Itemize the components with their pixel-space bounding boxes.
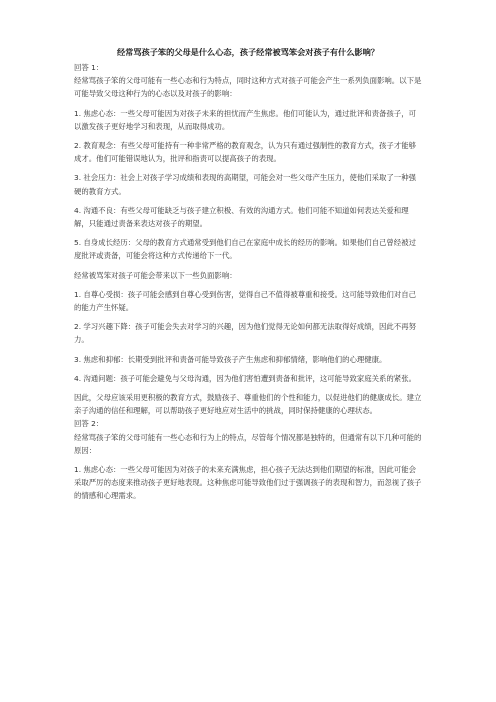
mindset-item-5: 5. 自身成长经历：父母的教育方式通常受到他们自己在家庭中成长的经历的影响。如果他们自己曾经被过度批评或责备，可能会将这种方式传递给下一代。 xyxy=(74,238,416,261)
answer-1-conclusion: 因此，父母应该采用更积极的教育方式，鼓励孩子、尊重他们的个性和能力，以促进他们的健康成长。建立亲子沟通的信任和理解，可以帮助孩子更好地应对生活中的挑战，同时保持健康的心理状态。 xyxy=(74,393,422,416)
mindset-item-4: 4. 沟通不良：有些父母可能缺乏与孩子建立积极、有效的沟通方式。他们可能不知道如何表达关爱和理解，只能通过责备来表达对孩子的期望。 xyxy=(74,205,409,229)
mindset-item-1: 1. 焦虑心态：一些父母可能因为对孩子未来的担忧而产生焦虑。他们可能认为，通过批评和责备孩子，可以激发孩子更好地学习和表现，从而取得成功。 xyxy=(74,108,416,131)
document-title: 经常骂孩子笨的父母是什么心态，孩子经常被骂笨会对孩子有什么影响？ xyxy=(116,47,379,57)
effect-item-3: 3. 焦虑和抑郁：长期受到批评和责备可能导致孩子产生焦虑和抑郁情绪，影响他们的心理健康。 xyxy=(74,354,387,364)
effect-item-1: 1. 自尊心受损：孩子可能会感到自尊心受到伤害，觉得自己不值得被尊重和接受。这可能导致他们对自己的能力产生怀疑。 xyxy=(74,289,416,313)
mindset-item-3: 3. 社会压力：社会上对孩子学习成绩和表现的高期望，可能会对一些父母产生压力，使他们采取了一种强硬的教育方式。 xyxy=(74,173,416,196)
effects-heading: 经常被骂笨对孩子可能会带来以下一些负面影响： xyxy=(74,270,237,280)
answer-2-item-1: 1. 焦虑心态：一些父母可能因为对孩子的未来充满焦虑，担心孩子无法达到他们期望的标准，因此可能会采取严厉的态度来推动孩子更好地表现。这种焦虑可能导致他们过于强调孩子的表现和智力，而忽视了孩子的情感和心理需求。 xyxy=(74,465,422,501)
effect-item-2: 2. 学习兴趣下降：孩子可能会失去对学习的兴趣，因为他们觉得无论如何都无法取得好成绩，因此不再努力。 xyxy=(74,322,416,345)
answer-2-intro: 经常骂孩子笨的父母可能有一些心态和行为上的特点，尽管每个情况都是独特的，但通常有以下几种可能的原因： xyxy=(74,432,422,455)
mindset-item-2: 2. 教育观念：有些父母可能持有一种非常严格的教育观念，认为只有通过强制性的教育方式，孩子才能够成才。他们可能错误地认为，批评和指责可以提高孩子的表现。 xyxy=(74,141,416,164)
answer-1-label: 回答 1： xyxy=(74,63,104,72)
answer-1-intro: 经常骂孩子笨的父母可能有一些心态和行为特点，同时这种方式对孩子可能会产生一系列负面影响。以下是可能导致父母这种行为的心态以及对孩子的影响： xyxy=(74,76,422,99)
effect-item-4: 4. 沟通问题：孩子可能会避免与父母沟通，因为他们害怕遭到责备和批评，这可能导致家庭关系的紧张。 xyxy=(74,373,416,383)
answer-2-label: 回答 2： xyxy=(74,419,104,429)
